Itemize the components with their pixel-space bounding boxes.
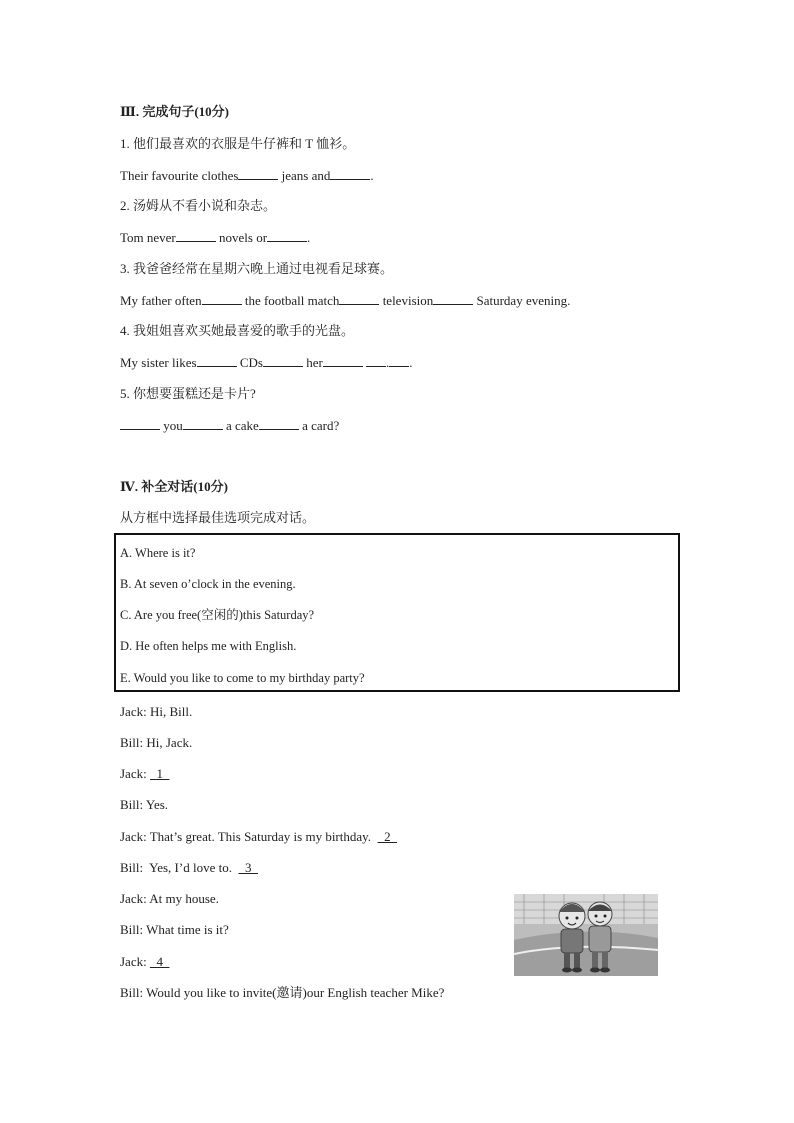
blank-3: 3 bbox=[238, 860, 258, 875]
blank bbox=[176, 229, 216, 242]
blank bbox=[202, 292, 242, 305]
q4-chinese: 4. 我姐姐喜欢买她最喜爱的歌手的光盘。 bbox=[120, 323, 355, 338]
dialogue-line-4: Bill: Yes. bbox=[120, 797, 169, 812]
q5-english: you a cake a card? bbox=[120, 417, 339, 434]
dialogue-line-1: Jack: Hi, Bill. bbox=[120, 704, 193, 719]
section4-instruction: 从方框中选择最佳选项完成对话。 bbox=[120, 510, 316, 525]
blank bbox=[183, 417, 223, 430]
blank bbox=[120, 417, 160, 430]
section3-heading: Ⅲ. 完成句子(10分) bbox=[120, 104, 229, 119]
blank-1: 1 bbox=[149, 766, 170, 781]
dialogue-line-3: Jack: 1 bbox=[120, 766, 170, 781]
blank bbox=[259, 417, 299, 430]
q2-chinese: 2. 汤姆从不看小说和杂志。 bbox=[120, 198, 277, 213]
q3-chinese: 3. 我爸爸经常在星期六晚上通过电视看足球赛。 bbox=[120, 261, 394, 276]
section4-heading: Ⅳ. 补全对话(10分) bbox=[120, 479, 228, 494]
q3-english: My father often the football match television Saturday evening. bbox=[120, 293, 571, 308]
option-e: E. Would you like to come to my birthday party? bbox=[120, 671, 365, 685]
q4-english: My sister likes CDs her . . bbox=[120, 355, 413, 370]
q1-english: Their favourite clothes jeans and . bbox=[120, 168, 374, 183]
q1-chinese: 1. 他们最喜欢的衣服是牛仔裤和 T 恤衫。 bbox=[120, 136, 356, 151]
option-c: C. Are you free(空闲的)this Saturday? bbox=[120, 608, 315, 622]
blank bbox=[389, 354, 409, 367]
blank bbox=[263, 354, 303, 367]
dialogue-line-5: Jack: That’s great. This Saturday is my birthday. 2 bbox=[120, 829, 398, 844]
blank-2: 2 bbox=[377, 829, 398, 844]
blank bbox=[238, 167, 278, 180]
dialogue-line-6: Bill: Yes, I’d love to. 3 bbox=[120, 860, 258, 875]
option-b: B. At seven o’clock in the evening. bbox=[120, 577, 296, 591]
dialogue-line-9: Jack: 4 bbox=[120, 954, 170, 969]
blank bbox=[197, 354, 237, 367]
dialogue-line-8: Bill: What time is it? bbox=[120, 922, 229, 937]
blank bbox=[366, 354, 386, 367]
two-boys-illustration bbox=[514, 894, 658, 976]
q5-chinese: 5. 你想要蛋糕还是卡片? bbox=[120, 386, 256, 401]
option-d: D. He often helps me with English. bbox=[120, 639, 297, 653]
blank-4: 4 bbox=[149, 954, 170, 969]
blank bbox=[339, 292, 379, 305]
dialogue-line-10: Bill: Would you like to invite(邀请)our English teacher Mike? bbox=[120, 985, 445, 1000]
blank bbox=[433, 292, 473, 305]
option-a: A. Where is it? bbox=[120, 546, 196, 560]
blank bbox=[323, 354, 363, 367]
blank bbox=[330, 167, 370, 180]
dialogue-line-7: Jack: At my house. bbox=[120, 891, 219, 906]
blank bbox=[267, 229, 307, 242]
q2-english: Tom never novels or . bbox=[120, 230, 311, 245]
dialogue-line-2: Bill: Hi, Jack. bbox=[120, 735, 193, 750]
options-box bbox=[114, 533, 680, 692]
